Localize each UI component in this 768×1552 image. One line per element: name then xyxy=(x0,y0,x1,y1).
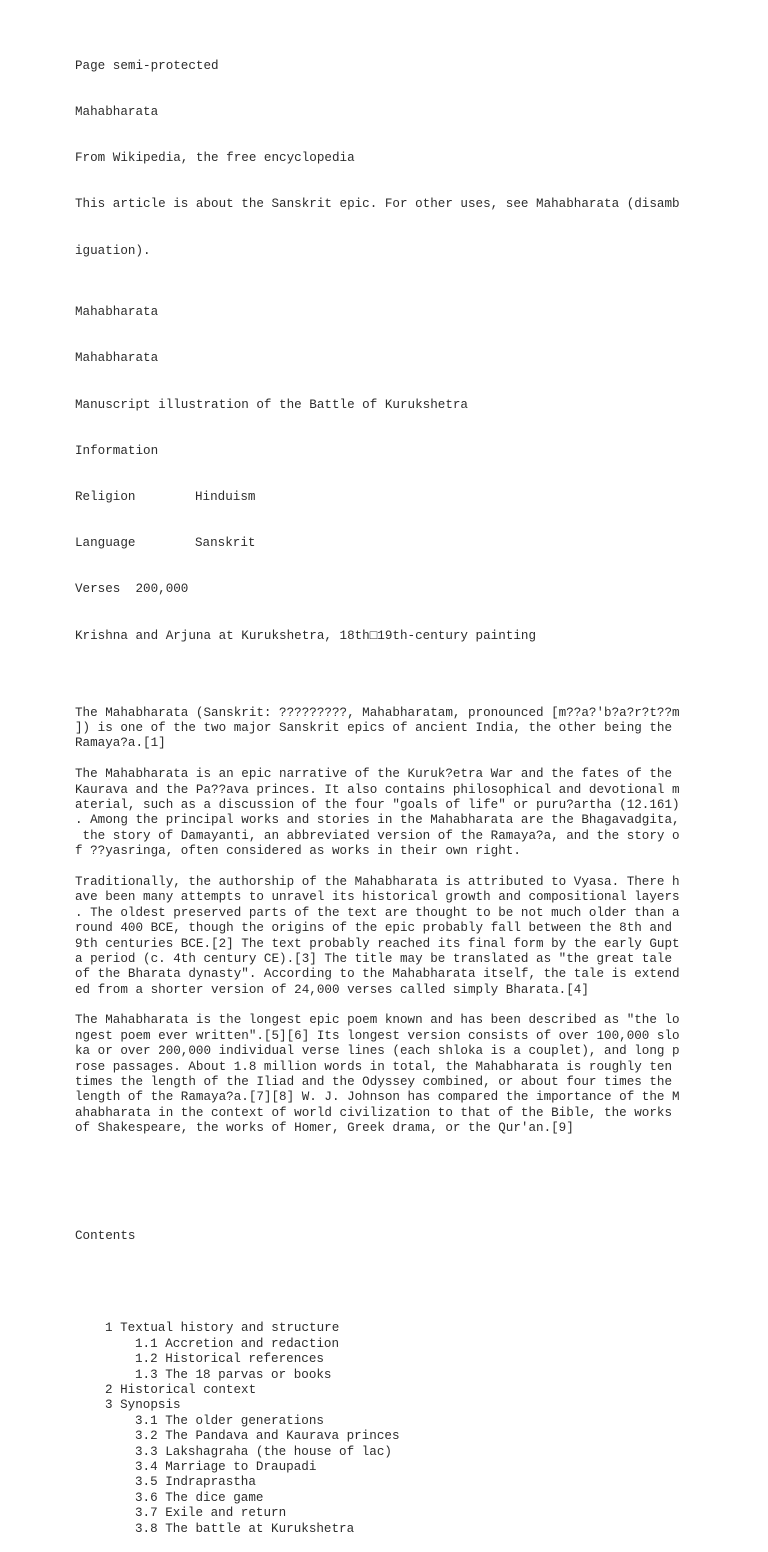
paragraph-line: Kaurava and the Pa??ava princes. It also contains philosophical and devotional m xyxy=(75,782,680,797)
paragraph-line: ave been many attempts to unravel its historical growth and compositional layers xyxy=(75,890,680,905)
table-of-contents xyxy=(75,1321,695,1536)
paragraph-line: The Mahabharata is an epic narrative of the Kuruk?etra War and the fates of the xyxy=(75,767,673,782)
infobox-title: Mahabharata xyxy=(75,305,159,320)
infobox-painting-caption: Krishna and Arjuna at Kurukshetra, 18th□19th-century painting xyxy=(75,628,537,643)
hatnote-line: This article is about the Sanskrit epic. For other uses, see Mahabharata (disamb xyxy=(75,197,680,212)
infobox-section: Information xyxy=(75,443,159,458)
infobox-row-religion xyxy=(75,490,695,505)
paragraph-line: of the Bharata dynasty". According to the Mahabharata itself, the tale is extend xyxy=(75,967,680,982)
infobox-label: Religion xyxy=(75,490,136,505)
paragraph-line: Ramaya?a.[1] xyxy=(75,736,166,751)
toc-item[interactable]: 2 Historical context xyxy=(105,1382,257,1397)
source-line: From Wikipedia, the free encyclopedia xyxy=(75,151,355,166)
paragraph-line: the story of Damayanti, an abbreviated version of the Ramaya?a, and the story o xyxy=(75,828,680,843)
paragraph-line: times the length of the Iliad and the Odyssey combined, or about four times the xyxy=(75,1075,673,1090)
document-page xyxy=(75,28,695,1552)
toc-item[interactable]: 3.7 Exile and return xyxy=(135,1506,287,1521)
paragraph-line: . The oldest preserved parts of the text are thought to be not much older than a xyxy=(75,905,680,920)
infobox-label: Language xyxy=(75,536,136,551)
protection-notice: Page semi-protected xyxy=(75,58,219,73)
infobox-value: Hinduism xyxy=(195,490,256,505)
paragraph-line: ngest poem ever written".[5][6] Its longest version consists of over 100,000 slo xyxy=(75,1028,680,1043)
paragraph-line: round 400 BCE, though the origins of the epic probably fall between the 8th and xyxy=(75,921,673,936)
paragraph-line: rose passages. About 1.8 million words in total, the Mahabharata is roughly ten xyxy=(75,1059,673,1074)
paragraph-line: of Shakespeare, the works of Homer, Greek drama, or the Qur'an.[9] xyxy=(75,1121,574,1136)
toc-item[interactable]: 3 Synopsis xyxy=(105,1398,181,1413)
toc-item[interactable]: 1.3 The 18 parvas or books xyxy=(135,1367,332,1382)
paragraph-line: length of the Ramaya?a.[7][8] W. J. Johnson has compared the importance of the M xyxy=(75,1090,680,1105)
paragraph-line: Traditionally, the authorship of the Mahabharata is attributed to Vyasa. There h xyxy=(75,874,680,889)
toc-item[interactable]: 3.6 The dice game xyxy=(135,1490,264,1505)
paragraph-line: 9th centuries BCE.[2] The text probably reached its final form by the early Gupt xyxy=(75,936,680,951)
toc-item[interactable]: 3.5 Indraprastha xyxy=(135,1475,256,1490)
paragraph-line: ]) is one of the two major Sanskrit epics of ancient India, the other being the xyxy=(75,721,673,736)
toc-item[interactable]: 3.4 Marriage to Draupadi xyxy=(135,1459,317,1474)
infobox-image-title: Mahabharata xyxy=(75,351,159,366)
contents-heading: Contents xyxy=(75,1229,136,1244)
page-title: Mahabharata xyxy=(75,105,159,120)
infobox-value: Sanskrit xyxy=(195,536,256,551)
infobox-image-caption: Manuscript illustration of the Battle of Kurukshetra xyxy=(75,397,468,412)
paragraph-line: The Mahabharata is the longest epic poem known and has been described as "the lo xyxy=(75,1013,680,1028)
paragraph-line: ahabharata in the context of world civilization to that of the Bible, the works xyxy=(75,1105,673,1120)
paragraph-line: aterial, such as a discussion of the four "goals of life" or puru?artha (12.161) xyxy=(75,798,680,812)
toc-item[interactable]: 3.2 The Pandava and Kaurava princes xyxy=(135,1429,400,1444)
infobox-verses: Verses 200,000 xyxy=(75,582,189,597)
paragraph-line: The Mahabharata (Sanskrit: ?????????, Mahabharatam, pronounced [m??a?'b?a?r?t??m xyxy=(75,705,680,720)
toc-item[interactable]: 3.3 Lakshagraha (the house of lac) xyxy=(135,1444,392,1459)
infobox-row-language xyxy=(75,536,695,551)
paragraph-line: f ??yasringa, often considered as works in their own right. xyxy=(75,844,521,859)
hatnote-line: iguation). xyxy=(75,243,151,258)
toc-item[interactable]: 1.2 Historical references xyxy=(135,1352,324,1367)
toc-item[interactable]: 3.1 The older generations xyxy=(135,1413,324,1428)
paragraph-line: ed from a shorter version of 24,000 verses called simply Bharata.[4] xyxy=(75,982,589,997)
toc-item[interactable]: 1.1 Accretion and redaction xyxy=(135,1336,340,1351)
toc-item[interactable]: 3.8 The battle at Kurukshetra xyxy=(135,1521,355,1536)
paragraph-line: a period (c. 4th century CE).[3] The title may be translated as "the great tale xyxy=(75,951,673,966)
paragraph-line: ka or over 200,000 individual verse lines (each shloka is a couplet), and long p xyxy=(75,1044,680,1059)
toc-item[interactable]: 1 Textual history and structure xyxy=(105,1321,340,1336)
article-body xyxy=(75,690,695,1136)
paragraph-line: . Among the principal works and stories in the Mahabharata are the Bhagavadgita, xyxy=(75,813,680,828)
